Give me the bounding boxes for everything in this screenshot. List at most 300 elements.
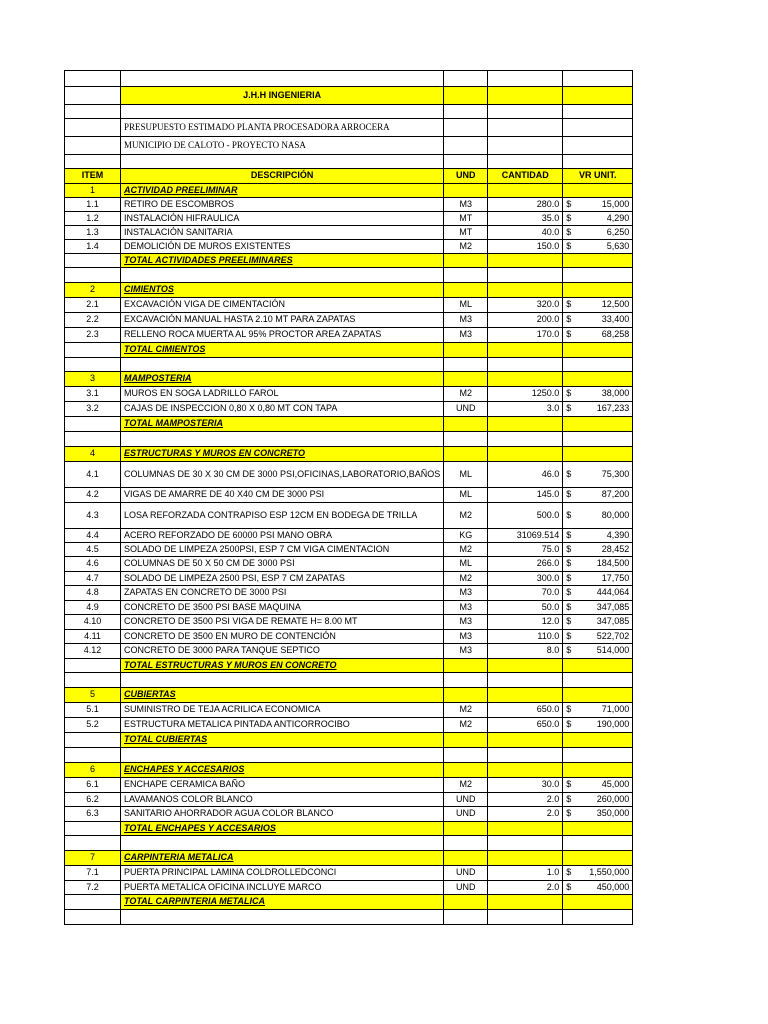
vr-cell (563, 87, 633, 105)
cantidad-cell (488, 763, 563, 778)
item-cell (65, 137, 121, 155)
item-row (65, 630, 633, 644)
item-number: 4.10 (65, 615, 121, 630)
total-row (65, 254, 633, 268)
item-number: 6.1 (65, 778, 121, 793)
item-unit: UND (444, 866, 488, 881)
item-unit-price (563, 402, 633, 417)
blank-row (65, 105, 633, 119)
currency-symbol: $ (566, 543, 572, 554)
item-description: CONCRETO DE 3500 EN MURO DE CONTENCIÓN (121, 630, 444, 644)
item-row (65, 529, 633, 543)
company-title: J.H.H INGENIERIA (121, 87, 444, 105)
currency-symbol: $ (566, 529, 572, 540)
total-row (65, 822, 633, 836)
vr-cell (563, 254, 633, 268)
section-row (65, 184, 633, 198)
currency-symbol: $ (566, 645, 572, 656)
cantidad-cell (488, 268, 563, 283)
vr-cell (563, 155, 633, 169)
item-description: CONCRETO DE 3000 PARA TANQUE SEPTICO (121, 644, 444, 659)
vr-cell (563, 71, 633, 87)
section-row (65, 447, 633, 462)
und-cell (444, 105, 488, 119)
und-cell (444, 447, 488, 462)
total-row (65, 417, 633, 432)
section-row (65, 851, 633, 866)
section-row (65, 283, 633, 298)
header-descripcion: DESCRIPCIÓN (121, 169, 444, 184)
item-row (65, 601, 633, 615)
total-label: TOTAL ACTIVIDADES PREELIMINARES (121, 254, 444, 268)
unit-price-value: 38,000 (601, 388, 630, 399)
section-number: 4 (65, 447, 121, 462)
item-number: 1.1 (65, 198, 121, 212)
item-cell (65, 119, 121, 137)
desc-cell (121, 155, 444, 169)
item-number: 4.8 (65, 586, 121, 601)
und-cell (444, 417, 488, 432)
item-row (65, 718, 633, 733)
item-number: 2.3 (65, 328, 121, 343)
cantidad-cell (488, 254, 563, 268)
item-quantity: 3.0 (488, 402, 563, 417)
desc-cell (121, 673, 444, 688)
item-number: 3.1 (65, 387, 121, 402)
unit-price-value: 6,250 (606, 226, 630, 237)
section-title: MAMPOSTERIA (121, 372, 444, 387)
item-unit-price (563, 503, 633, 529)
item-row (65, 313, 633, 328)
header-cantidad: CANTIDAD (488, 169, 563, 184)
item-description: EXCAVACIÓN VIGA DE CIMENTACIÓN (121, 298, 444, 313)
vr-cell (563, 659, 633, 673)
currency-symbol: $ (566, 388, 572, 399)
und-cell (444, 910, 488, 925)
item-quantity: 12.0 (488, 615, 563, 630)
item-row (65, 557, 633, 572)
item-unit-price (563, 586, 633, 601)
unit-price-value: 68,258 (601, 329, 630, 340)
item-description: MUROS EN SOGA LADRILLO FAROL (121, 387, 444, 402)
item-row (65, 807, 633, 822)
und-cell (444, 659, 488, 673)
item-cell (65, 343, 121, 358)
item-unit-price (563, 793, 633, 807)
item-number: 4.7 (65, 572, 121, 586)
desc-cell (121, 836, 444, 851)
und-cell (444, 895, 488, 910)
item-cell (65, 673, 121, 688)
item-quantity: 200.0 (488, 313, 563, 328)
item-unit-price (563, 881, 633, 895)
total-label: TOTAL ENCHAPES Y ACCESARIOS (121, 822, 444, 836)
cantidad-cell (488, 372, 563, 387)
currency-symbol: $ (566, 779, 572, 790)
item-unit: ML (444, 462, 488, 488)
desc-cell (121, 910, 444, 925)
item-unit-price (563, 601, 633, 615)
item-description: INSTALACIÓN HIFRAULICA (121, 212, 444, 226)
currency-symbol: $ (566, 403, 572, 414)
desc-cell (121, 432, 444, 447)
vr-cell (563, 836, 633, 851)
item-description: PUERTA PRINCIPAL LAMINA COLDROLLEDCONCI (121, 866, 444, 881)
item-quantity: 500.0 (488, 503, 563, 529)
item-unit: M3 (444, 313, 488, 328)
currency-symbol: $ (566, 808, 572, 819)
item-number: 4.3 (65, 503, 121, 529)
item-description: COLUMNAS DE 50 X 50 CM DE 3000 PSI (121, 557, 444, 572)
item-row (65, 703, 633, 718)
und-cell (444, 155, 488, 169)
und-cell (444, 87, 488, 105)
item-quantity: 280.0 (488, 198, 563, 212)
item-unit: M2 (444, 503, 488, 529)
currency-symbol: $ (566, 616, 572, 627)
currency-symbol: $ (566, 212, 572, 223)
item-row (65, 328, 633, 343)
header-und: UND (444, 169, 488, 184)
item-unit: MT (444, 212, 488, 226)
vr-cell (563, 733, 633, 748)
item-number: 1.3 (65, 226, 121, 240)
item-cell (65, 105, 121, 119)
unit-price-value: 444,064 (596, 587, 630, 598)
item-unit-price (563, 298, 633, 313)
section-title: ACTIVIDAD PREELIMINAR (121, 184, 444, 198)
cantidad-cell (488, 910, 563, 925)
currency-symbol: $ (566, 509, 572, 520)
vr-cell (563, 763, 633, 778)
cantidad-cell (488, 688, 563, 703)
item-cell (65, 659, 121, 673)
item-unit: UND (444, 881, 488, 895)
budget-spreadsheet (64, 70, 633, 925)
item-description: EXCAVACIÓN MANUAL HASTA 2.10 MT PARA ZAPATAS (121, 313, 444, 328)
item-unit-price (563, 615, 633, 630)
item-unit: M3 (444, 586, 488, 601)
unit-price-value: 4,290 (606, 212, 630, 223)
item-quantity: 2.0 (488, 881, 563, 895)
item-row (65, 298, 633, 313)
cantidad-cell (488, 105, 563, 119)
total-label: TOTAL MAMPOSTERIA (121, 417, 444, 432)
blank-row (65, 748, 633, 763)
und-cell (444, 372, 488, 387)
item-unit-price (563, 198, 633, 212)
item-unit-price (563, 226, 633, 240)
item-quantity: 300.0 (488, 572, 563, 586)
section-title: CUBIERTAS (121, 688, 444, 703)
und-cell (444, 119, 488, 137)
section-title: CIMIENTOS (121, 283, 444, 298)
item-unit-price (563, 240, 633, 254)
cantidad-cell (488, 184, 563, 198)
vr-cell (563, 417, 633, 432)
section-number: 2 (65, 283, 121, 298)
total-row (65, 659, 633, 673)
cantidad-cell (488, 87, 563, 105)
vr-cell (563, 119, 633, 137)
section-row (65, 688, 633, 703)
total-label: TOTAL CARPINTERIA METALICA (121, 895, 444, 910)
unit-price-value: 45,000 (601, 779, 630, 790)
item-description: INSTALACIÓN SANITARIA (121, 226, 444, 240)
item-unit: M2 (444, 387, 488, 402)
item-quantity: 2.0 (488, 793, 563, 807)
item-number: 5.1 (65, 703, 121, 718)
currency-symbol: $ (566, 867, 572, 878)
item-unit: M2 (444, 572, 488, 586)
item-description: CONCRETO DE 3500 PSI VIGA DE REMATE H= 8.00 MT (121, 615, 444, 630)
item-description: RETIRO DE ESCOMBROS (121, 198, 444, 212)
und-cell (444, 748, 488, 763)
item-unit-price (563, 328, 633, 343)
section-title: ENCHAPES Y ACCESARIOS (121, 763, 444, 778)
currency-symbol: $ (566, 468, 572, 479)
vr-cell (563, 343, 633, 358)
item-unit: ML (444, 557, 488, 572)
item-row (65, 198, 633, 212)
currency-symbol: $ (566, 704, 572, 715)
currency-symbol: $ (566, 558, 572, 569)
section-number: 1 (65, 184, 121, 198)
subtitle-row (65, 119, 633, 137)
cantidad-cell (488, 733, 563, 748)
vr-cell (563, 447, 633, 462)
und-cell (444, 343, 488, 358)
item-quantity: 40.0 (488, 226, 563, 240)
und-cell (444, 851, 488, 866)
item-row (65, 586, 633, 601)
item-unit: M2 (444, 240, 488, 254)
unit-price-value: 347,085 (596, 601, 630, 612)
item-number: 6.3 (65, 807, 121, 822)
item-row (65, 881, 633, 895)
item-unit: ML (444, 488, 488, 503)
item-row (65, 793, 633, 807)
unit-price-value: 75,300 (601, 468, 630, 479)
desc-cell (121, 358, 444, 372)
section-number: 7 (65, 851, 121, 866)
cantidad-cell (488, 851, 563, 866)
blank-row (65, 268, 633, 283)
item-number: 4.5 (65, 543, 121, 557)
item-unit: UND (444, 807, 488, 822)
item-number: 2.1 (65, 298, 121, 313)
und-cell (444, 358, 488, 372)
und-cell (444, 763, 488, 778)
item-cell (65, 268, 121, 283)
blank-row (65, 432, 633, 447)
item-unit-price (563, 778, 633, 793)
unit-price-value: 167,233 (596, 403, 630, 414)
section-row (65, 763, 633, 778)
blank-row (65, 673, 633, 688)
cantidad-cell (488, 358, 563, 372)
item-number: 4.1 (65, 462, 121, 488)
unit-price-value: 80,000 (601, 509, 630, 520)
item-description: DEMOLICIÓN DE MUROS EXISTENTES (121, 240, 444, 254)
item-row (65, 615, 633, 630)
und-cell (444, 432, 488, 447)
item-row (65, 387, 633, 402)
item-quantity: 30.0 (488, 778, 563, 793)
item-unit: KG (444, 529, 488, 543)
section-title: CARPINTERIA METALICA (121, 851, 444, 866)
currency-symbol: $ (566, 240, 572, 251)
item-quantity: 70.0 (488, 586, 563, 601)
item-description: ENCHAPE CERAMICA BAÑO (121, 778, 444, 793)
item-quantity: 150.0 (488, 240, 563, 254)
vr-cell (563, 372, 633, 387)
item-row (65, 572, 633, 586)
item-description: VIGAS DE AMARRE DE 40 X40 CM DE 3000 PSI (121, 488, 444, 503)
blank-row (65, 155, 633, 169)
section-number: 3 (65, 372, 121, 387)
item-unit-price (563, 543, 633, 557)
item-description: SANITARIO AHORRADOR AGUA COLOR BLANCO (121, 807, 444, 822)
item-row (65, 778, 633, 793)
item-cell (65, 417, 121, 432)
item-quantity: 145.0 (488, 488, 563, 503)
item-unit-price (563, 313, 633, 328)
vr-cell (563, 822, 633, 836)
item-description: CAJAS DE INSPECCION 0,80 X 0,80 MT CON TAPA (121, 402, 444, 417)
item-number: 6.2 (65, 793, 121, 807)
item-number: 7.1 (65, 866, 121, 881)
item-unit: M2 (444, 778, 488, 793)
und-cell (444, 822, 488, 836)
currency-symbol: $ (566, 329, 572, 340)
item-quantity: 2.0 (488, 807, 563, 822)
currency-symbol: $ (566, 572, 572, 583)
item-quantity: 110.0 (488, 630, 563, 644)
cantidad-cell (488, 659, 563, 673)
section-number: 5 (65, 688, 121, 703)
item-number: 4.12 (65, 644, 121, 659)
item-unit-price (563, 557, 633, 572)
item-quantity: 650.0 (488, 718, 563, 733)
blank-row (65, 836, 633, 851)
item-cell (65, 836, 121, 851)
unit-price-value: 5,630 (606, 240, 630, 251)
item-unit-price (563, 703, 633, 718)
unit-price-value: 350,000 (596, 808, 630, 819)
unit-price-value: 514,000 (596, 645, 630, 656)
section-number: 6 (65, 763, 121, 778)
section-row (65, 372, 633, 387)
currency-symbol: $ (566, 314, 572, 325)
unit-price-value: 260,000 (596, 793, 630, 804)
item-unit: M2 (444, 543, 488, 557)
desc-cell (121, 105, 444, 119)
item-cell (65, 748, 121, 763)
item-unit-price (563, 488, 633, 503)
item-unit: M3 (444, 644, 488, 659)
item-cell (65, 71, 121, 87)
item-number: 2.2 (65, 313, 121, 328)
item-unit-price (563, 644, 633, 659)
cantidad-cell (488, 748, 563, 763)
item-unit-price (563, 866, 633, 881)
und-cell (444, 137, 488, 155)
currency-symbol: $ (566, 793, 572, 804)
subtitle-text: PRESUPUESTO ESTIMADO PLANTA PROCESADORA ARROCERA (121, 119, 444, 137)
item-cell (65, 432, 121, 447)
und-cell (444, 836, 488, 851)
item-cell (65, 910, 121, 925)
total-row (65, 733, 633, 748)
item-row (65, 212, 633, 226)
unit-price-value: 450,000 (596, 881, 630, 892)
cantidad-cell (488, 895, 563, 910)
item-description: SOLADO DE LIMPEZA 2500PSI, ESP 7 CM VIGA CIMENTACION (121, 543, 444, 557)
unit-price-value: 1,550,000 (589, 867, 630, 878)
und-cell (444, 71, 488, 87)
item-description: CONCRETO DE 3500 PSI BASE MAQUINA (121, 601, 444, 615)
item-quantity: 46.0 (488, 462, 563, 488)
item-unit: M3 (444, 615, 488, 630)
item-quantity: 266.0 (488, 557, 563, 572)
item-number: 1.4 (65, 240, 121, 254)
item-description: RELLENO ROCA MUERTA AL 95% PROCTOR AREA ZAPATAS (121, 328, 444, 343)
cantidad-cell (488, 71, 563, 87)
item-number: 4.2 (65, 488, 121, 503)
und-cell (444, 254, 488, 268)
cantidad-cell (488, 119, 563, 137)
item-cell (65, 895, 121, 910)
cantidad-cell (488, 155, 563, 169)
item-unit-price (563, 718, 633, 733)
cantidad-cell (488, 343, 563, 358)
cantidad-cell (488, 417, 563, 432)
item-number: 4.11 (65, 630, 121, 644)
currency-symbol: $ (566, 489, 572, 500)
item-unit: MT (444, 226, 488, 240)
cantidad-cell (488, 836, 563, 851)
item-row (65, 488, 633, 503)
unit-price-value: 15,000 (601, 198, 630, 209)
item-description: LOSA REFORZADA CONTRAPISO ESP 12CM EN BODEGA DE TRILLA (121, 503, 444, 529)
item-quantity: 35.0 (488, 212, 563, 226)
vr-cell (563, 268, 633, 283)
currency-symbol: $ (566, 601, 572, 612)
unit-price-value: 17,750 (601, 572, 630, 583)
vr-cell (563, 673, 633, 688)
currency-symbol: $ (566, 226, 572, 237)
vr-cell (563, 137, 633, 155)
item-quantity: 8.0 (488, 644, 563, 659)
item-quantity: 1250.0 (488, 387, 563, 402)
unit-price-value: 87,200 (601, 489, 630, 500)
item-quantity: 650.0 (488, 703, 563, 718)
header-item: ITEM (65, 169, 121, 184)
und-cell (444, 283, 488, 298)
currency-symbol: $ (566, 630, 572, 641)
item-cell (65, 358, 121, 372)
header-vr-unit: VR UNIT. (563, 169, 633, 184)
item-quantity: 1.0 (488, 866, 563, 881)
unit-price-value: 4,390 (606, 529, 630, 540)
item-unit-price (563, 807, 633, 822)
total-label: TOTAL CUBIERTAS (121, 733, 444, 748)
item-cell (65, 733, 121, 748)
item-description: LAVAMANOS COLOR BLANCO (121, 793, 444, 807)
unit-price-value: 347,085 (596, 616, 630, 627)
cantidad-cell (488, 137, 563, 155)
